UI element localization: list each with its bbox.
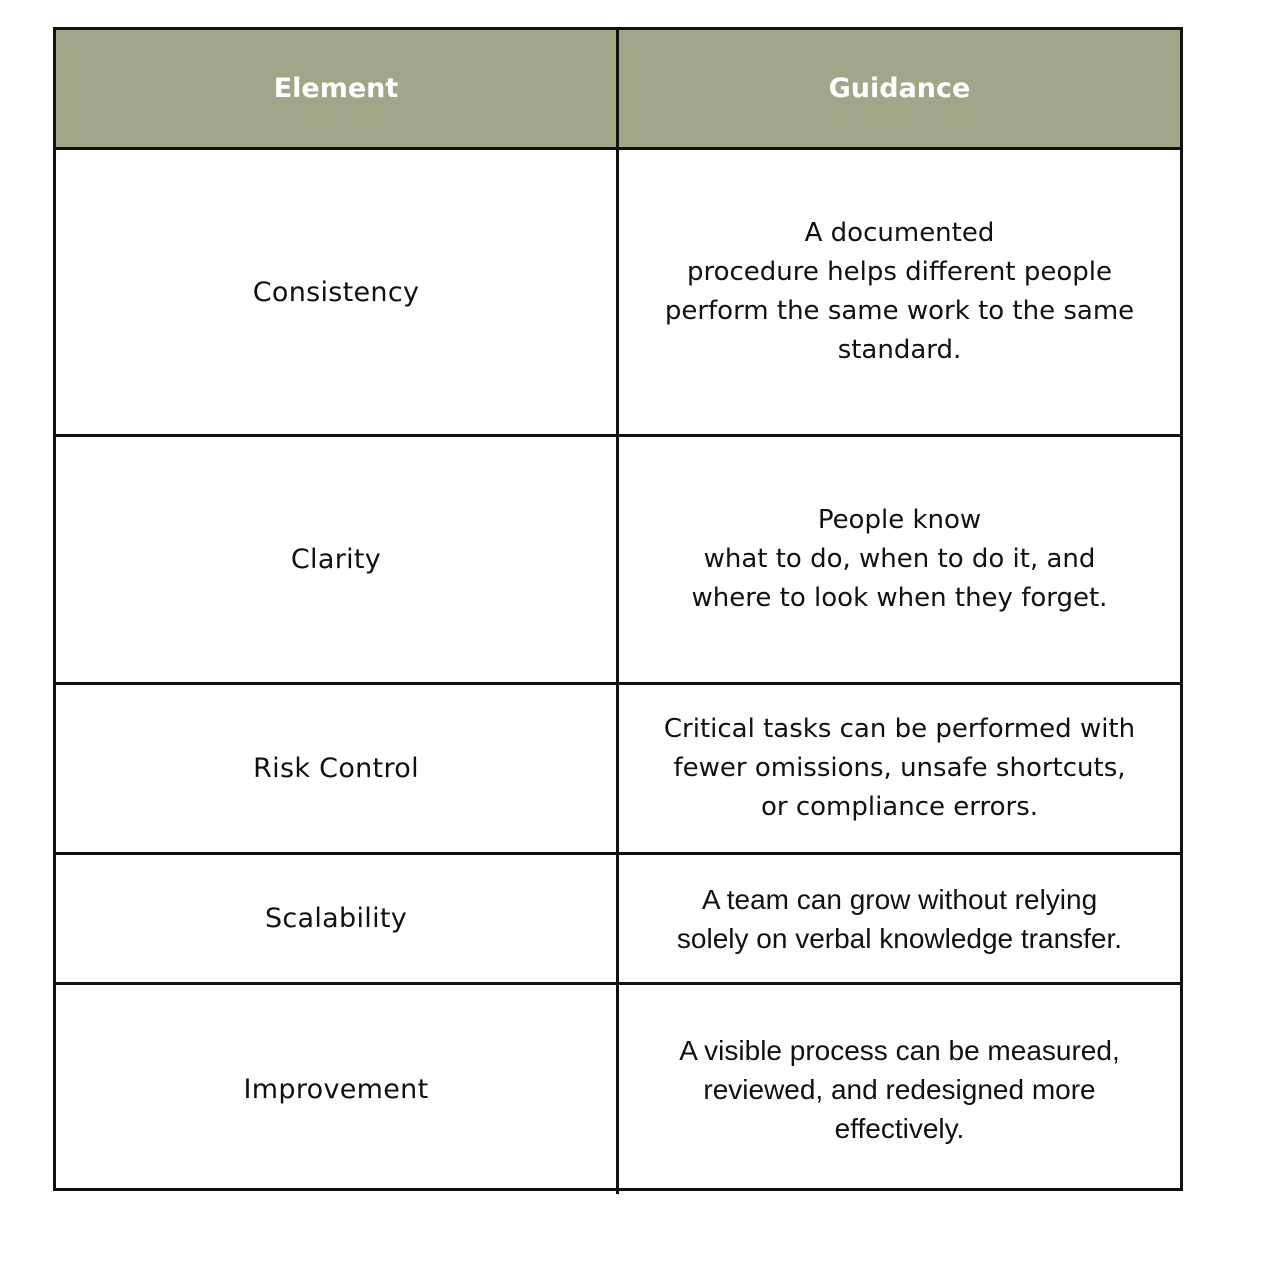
row-guidance-scalability: A team can grow without relying solely on verbal knowledge transfer.: [619, 855, 1180, 985]
row-element-improvement: Improvement: [56, 985, 619, 1194]
row-element-clarity: Clarity: [56, 437, 619, 685]
header-guidance: Guidance: [619, 30, 1180, 150]
row-guidance-consistency: A documented procedure helps different people perform the same work to the same standard.: [619, 150, 1180, 437]
row-guidance-risk-control: Critical tasks can be performed with fewer omissions, unsafe shortcuts, or compliance errors.: [619, 685, 1180, 855]
row-element-scalability: Scalability: [56, 855, 619, 985]
header-element: Element: [56, 30, 619, 150]
row-guidance-improvement: A visible process can be measured, reviewed, and redesigned more effectively.: [679, 1035, 1120, 1144]
row-element-consistency: Consistency: [56, 150, 619, 437]
row-guidance-clarity: People know what to do, when to do it, and where to look when they forget.: [619, 437, 1180, 685]
row-element-risk-control: Risk Control: [56, 685, 619, 855]
guidance-table: [53, 27, 1183, 1191]
